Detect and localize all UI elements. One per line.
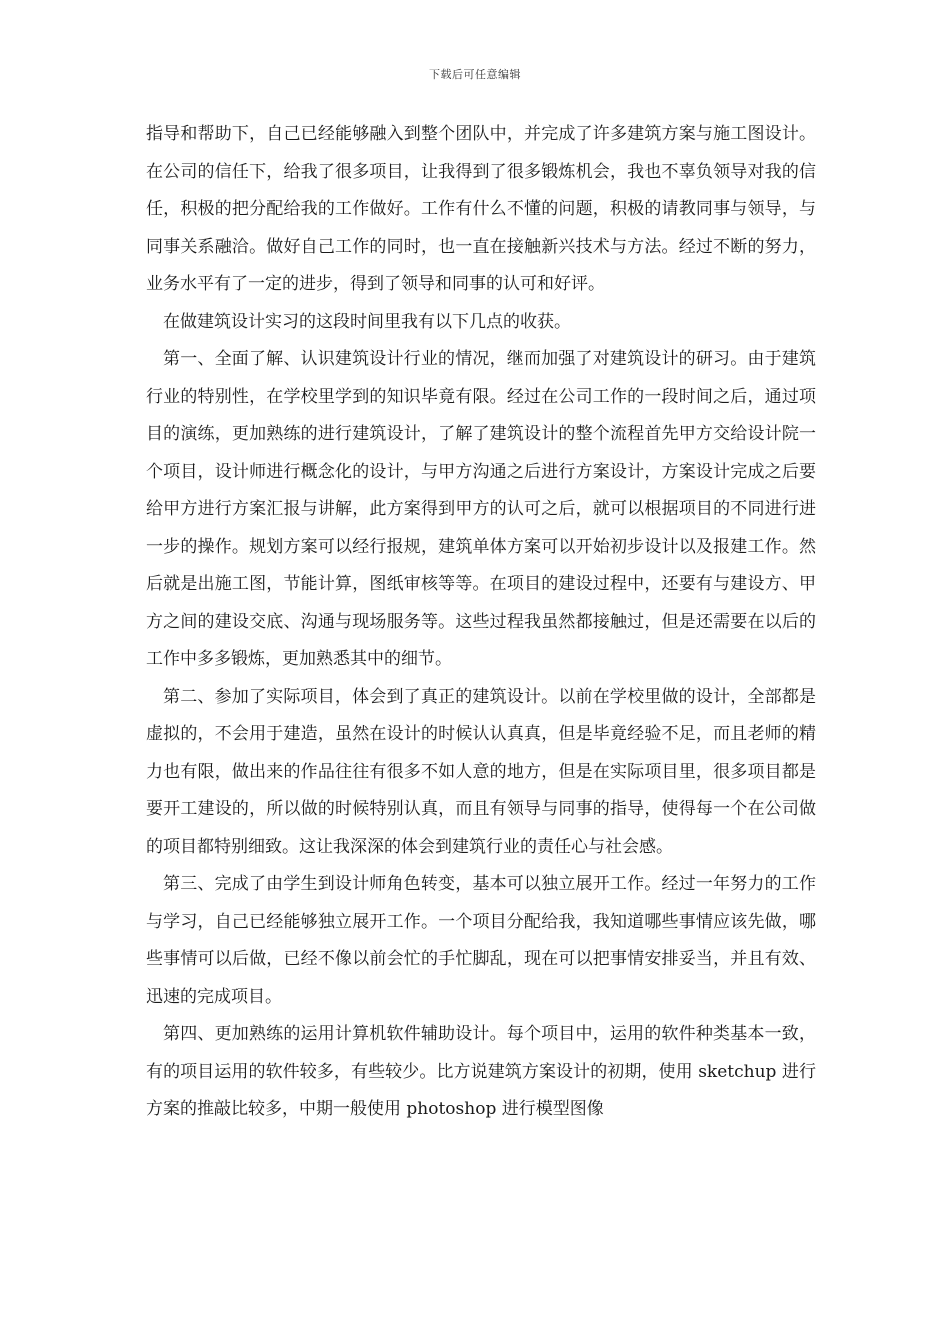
paragraph-point-1: 第一、全面了解、认识建筑设计行业的情况，继而加强了对建筑设计的研习。由于建筑行业的特别性，在学校里学到的知识毕竟有限。经过在公司工作的一段时间之后，通过项目的演练，更加熟练的进行建筑设计，了解了建筑设计的整个流程首先甲方交给设计院一个项目，设计师进行概念化的设计，与甲方沟通之后进行方案设计，方案设计完成之后要给甲方进行方案汇报与讲解，此方案得到甲方的认可之后，就可以根据项目的不同进行进一步的操作。规划方案可以经行报规，建筑单体方案可以开始初步设计以及报建工作。然后就是出施工图，节能计算，图纸审核等等。在项目的建设过程中，还要有与建设方、甲方之间的建设交底、沟通与现场服务等。这些过程我虽然都接触过，但是还需要在以后的工作中多多锻炼，更加熟悉其中的细节。 [146, 349, 816, 669]
document-body [146, 116, 816, 1129]
paragraph-continuation: 指导和帮助下，自己已经能够融入到整个团队中，并完成了许多建筑方案与施工图设计。在公司的信任下，给我了很多项目，让我得到了很多锻炼机会，我也不辜负领导对我的信任，积极的把分配给我的工作做好。工作有什么不懂的问题，积极的请教同事与领导，与同事关系融洽。做好自己工作的同时，也一直在接触新兴技术与方法。经过不断的努力，业务水平有了一定的进步，得到了领导和同事的认可和好评。 [146, 124, 816, 294]
paragraph-point-3: 第三、完成了由学生到设计师角色转变，基本可以独立展开工作。经过一年努力的工作与学习，自己已经能够独立展开工作。一个项目分配给我，我知道哪些事情应该先做，哪些事情可以后做，已经不像以前会忙的手忙脚乱，现在可以把事情安排妥当，并且有效、迅速的完成项目。 [146, 874, 816, 1007]
paragraph-intro: 在做建筑设计实习的这段时间里我有以下几点的收获。 [163, 311, 571, 332]
page-header: 下载后可任意编辑 [429, 68, 521, 81]
paragraph-point-4: 第四、更加熟练的运用计算机软件辅助设计。每个项目中，运用的软件种类基本一致，有的项目运用的软件较多，有些较少。比方说建筑方案设计的初期，使用 sketchup 进行方案的推敲比较多，中期一般使用 photoshop 进行模型图像 [146, 1024, 816, 1119]
paragraph-point-2: 第二、参加了实际项目，体会到了真正的建筑设计。以前在学校里做的设计，全部都是虚拟的，不会用于建造，虽然在设计的时候认认真真，但是毕竟经验不足，而且老师的精力也有限，做出来的作品往往有很多不如人意的地方，但是在实际项目里，很多项目都是要开工建设的，所以做的时候特别认真，而且有领导与同事的指导，使得每一个在公司做的项目都特别细致。这让我深深的体会到建筑行业的责任心与社会感。 [146, 686, 816, 857]
